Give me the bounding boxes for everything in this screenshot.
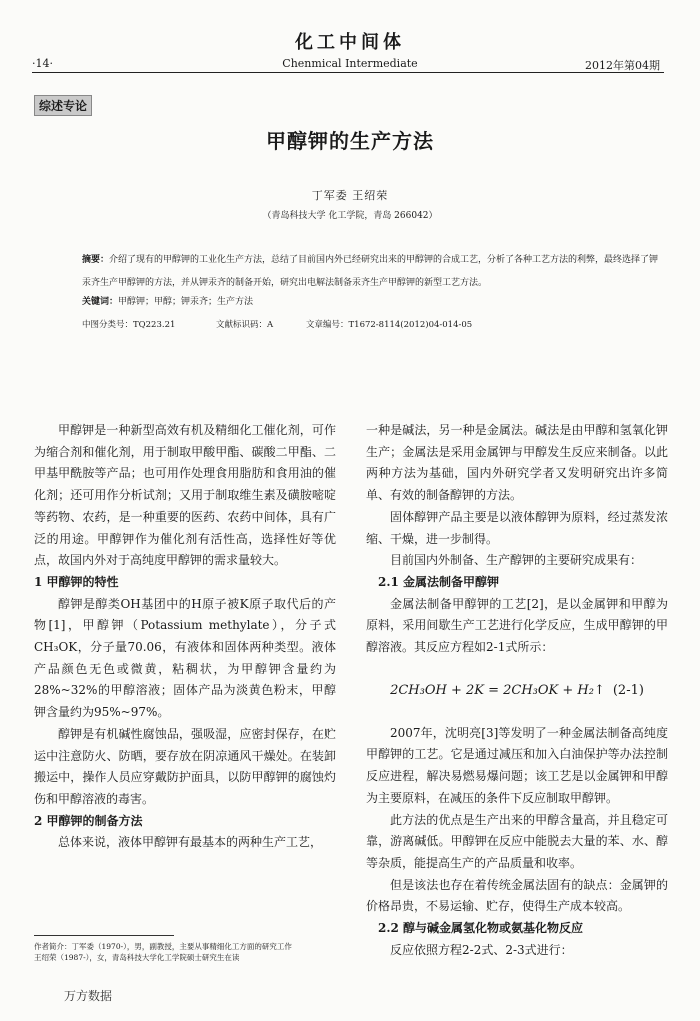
section-heading: 2 甲醇钾的制备方法 bbox=[34, 813, 143, 828]
author-footnote bbox=[34, 941, 334, 963]
subsection-heading: 2.2 醇与碱金属氢化物或氨基化物反应 bbox=[378, 921, 584, 936]
section-heading: 1 甲醇钾的特性 bbox=[34, 574, 119, 589]
paragraph: 金属法制备甲醇钾的工艺[2]，是以金属钾和甲醇为原料，采用间歇生产工艺进行化学反应，生成甲醇钾的甲醇溶液。其反应方程如2-1式所示： bbox=[366, 596, 668, 655]
journal-masthead: 化工中间体 bbox=[295, 32, 405, 53]
abstract-label: 摘要： bbox=[82, 255, 110, 265]
clc-number: 中图分类号：TQ223.21 bbox=[82, 320, 176, 330]
keywords-label: 关键词： bbox=[82, 297, 119, 307]
paragraph: 醇钾是有机碱性腐蚀品，强吸湿，应密封保存，在贮运中注意防火、防晒，要存放在阴凉通风干燥处。在装卸搬运中，操作人员应穿戴防护面具，以防甲醇钾的腐蚀灼伤和甲醇溶液的毒害。 bbox=[34, 726, 336, 806]
journal-english-name: Chenmical Intermediate bbox=[282, 57, 418, 70]
abstract-text: 介绍了现有的甲醇钾的工业化生产方法，总结了目前国内外已经研究出来的甲醇钾的合成工艺，分析了各种工艺方法的利弊，最终选择了钾汞齐生产甲醇钾的方法，并从钾汞齐的制备开始，研究出电解法制备汞齐生产甲醇钾的新型工艺方法。 bbox=[82, 255, 659, 288]
paragraph: 甲醇钾是一种新型高效有机及精细化工催化剂，可作为缩合剂和催化剂，用于制取甲酸甲酯、碳酸二甲酯、二甲基甲酰胺等产品；也可用作处理食用脂肪和食用油的催化剂；还可用作分析试剂；又用于制取维生素及磺胺嘧啶等药物、农药，是一种重要的医药、农药中间体，具有广泛的用途。甲醇钾作为催化剂有活性高，选择性好等优点，故国内外对于高纯度甲醇钾的需求量较大。 bbox=[34, 423, 336, 568]
paragraph: 反应依照方程2-2式、2-3式进行： bbox=[390, 942, 573, 957]
right-column bbox=[366, 420, 668, 961]
page-number: ·14· bbox=[32, 57, 53, 70]
article-title: 甲醇钾的生产方法 bbox=[266, 129, 434, 153]
header-rule bbox=[32, 72, 664, 73]
section-tag: 综述专论 bbox=[34, 95, 92, 116]
footnote-rule bbox=[34, 935, 174, 936]
article-number: 文章编号：T1672-8114(2012)04-014-05 bbox=[306, 320, 473, 330]
paragraph: 总体来说，液体甲醇钾有最基本的两种生产工艺， bbox=[58, 835, 323, 850]
subsection-heading: 2.1 金属法制备甲醇钾 bbox=[378, 574, 500, 589]
paragraph: 2007年，沈明亮[3]等发明了一种金属法制备高纯度甲醇钾的工艺。它是通过减压和加入白油保护等办法控制反应进程，解决易燃易爆问题；该工艺是以金属钾和甲醇为主要原料，在减压的条件下反应制取甲醇钾。 bbox=[366, 725, 668, 805]
abstract bbox=[82, 249, 662, 295]
footnote-line: 作者简介：丁军委（1970-），男，副教授，主要从事精细化工方面的研究工作 bbox=[34, 942, 292, 951]
left-column bbox=[34, 420, 336, 854]
equation-number: (2-1) bbox=[612, 682, 644, 698]
equation-body: 2CH₃OH + 2K = 2CH₃OK + H₂↑ bbox=[390, 682, 605, 698]
paragraph: 固体醇钾产品主要是以液体醇钾为原料，经过蒸发浓缩、干燥，进一步制得。 bbox=[366, 509, 668, 546]
keywords-text: 甲醇钾；甲醇；钾汞齐；生产方法 bbox=[118, 297, 254, 307]
paragraph: 但是该法也存在着传统金属法固有的缺点：金属钾的价格昂贵，不易运输、贮存，使得生产成本较高。 bbox=[366, 877, 668, 914]
document-code: 文献标识码：A bbox=[216, 320, 274, 330]
keywords bbox=[82, 294, 253, 307]
issue-label: 2012年第04期 bbox=[585, 59, 660, 72]
watermark: 万方数据 bbox=[64, 989, 113, 1003]
paragraph: 一种是碱法，另一种是金属法。碱法是由甲醇和氢氧化钾生产；金属法是采用金属钾与甲醇发生反应来制备。以此两种方法为基础，国内外研究学者又发明研究出许多简单、有效的制备醇钾的方法。 bbox=[366, 423, 668, 503]
footnote-line: 王绍荣（1987-），女，青岛科技大学化工学院硕士研究生在读 bbox=[34, 953, 240, 962]
author-affiliation: （青岛科技大学 化工学院，青岛 266042） bbox=[262, 211, 438, 221]
paragraph: 此方法的优点是生产出来的甲醇含量高，并且稳定可靠，游离碱低。甲醇钾在反应中能脱去大量的苯、水、醇等杂质，能提高生产的产品质量和收率。 bbox=[366, 812, 668, 870]
equation-2-1 bbox=[366, 659, 668, 723]
article-authors: 丁军委 王绍荣 bbox=[311, 189, 389, 202]
paragraph: 醇钾是醇类OH基团中的H原子被K原子取代后的产物[1]，甲醇钾（Potassium methylate），分子式CH₃OK，分子量70.06，有液体和固体两种类型。液体产品颜色无色或微黄，粘稠状，为甲醇钾含量约为28%~32%的甲醇溶液；固体产品为淡黄色粉末，甲醇钾含量约为95%~97%。 bbox=[34, 596, 336, 720]
paragraph: 目前国内外制备、生产醇钾的主要研究成果有： bbox=[390, 553, 643, 568]
